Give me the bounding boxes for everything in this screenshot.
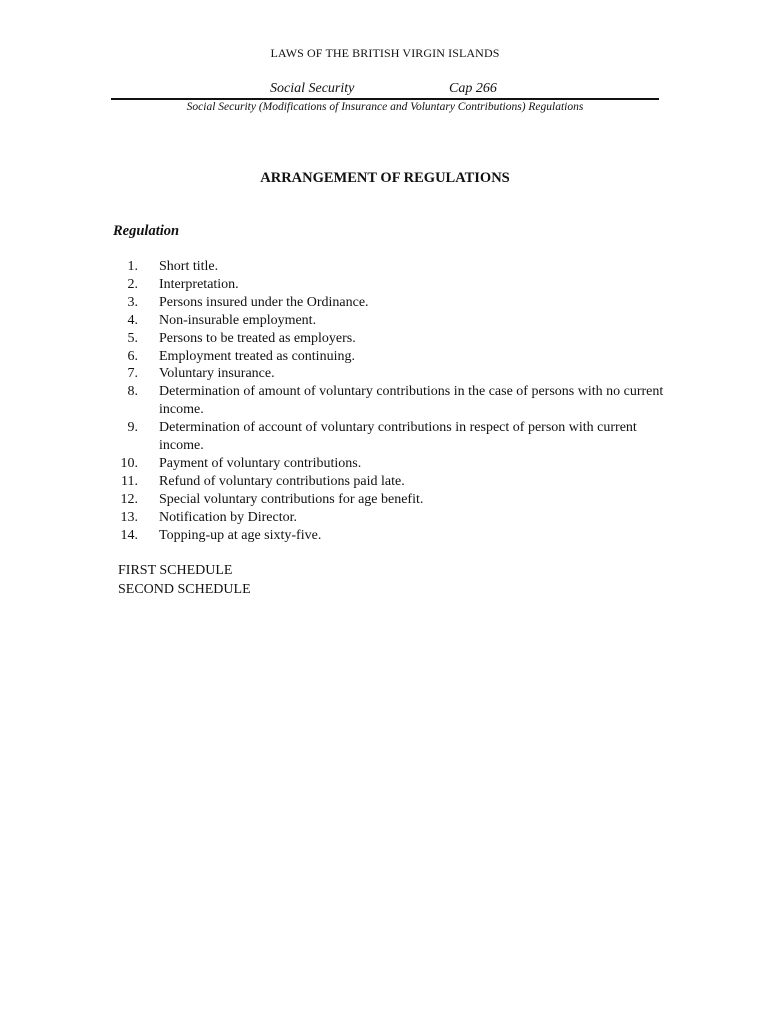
list-item [0,312,770,330]
list-item [0,491,770,509]
regulations-subtitle: Social Security (Modifications of Insurance and Voluntary Contributions) Regulations [186,101,584,113]
regulation-number: 11. [121,473,138,489]
regulation-title: Short title. [159,259,219,274]
regulation-title: Employment treated as continuing. [159,348,355,364]
regulation-title: Determination of amount of voluntary contributions in the case of persons with no current income. [159,384,664,418]
regulation-title: Persons insured under the Ordinance. [159,294,369,310]
list-item [0,509,770,527]
regulation-number: 9. [127,420,138,436]
schedule-list [118,561,251,599]
regulation-number: 5. [127,330,138,346]
list-item [0,383,770,419]
first-schedule: FIRST SCHEDULE [118,563,233,578]
regulation-number: 10. [120,455,138,471]
list-item [0,527,770,545]
regulation-title: Voluntary insurance. [159,366,275,382]
list-item [0,276,770,294]
subject-heading: Social Security [270,81,355,96]
regulation-number: 7. [127,366,138,382]
regulation-title: Refund of voluntary contributions paid late. [159,473,405,489]
list-item [0,455,770,473]
regulation-number: 12. [120,491,138,507]
regulation-number: 3. [127,294,138,310]
chapter-number: Cap 266 [449,81,497,96]
regulation-number: 2. [127,276,138,292]
list-item [0,330,770,348]
regulation-number: 6. [127,348,138,364]
law-collection-title: LAWS OF THE BRITISH VIRGIN ISLANDS [270,46,500,60]
regulation-number: 8. [127,384,138,400]
regulation-number: 1. [127,259,138,274]
regulation-title: Special voluntary contributions for age benefit. [159,491,424,507]
regulation-title: Topping-up at age sixty-five. [159,527,322,543]
regulation-list [0,258,770,545]
regulation-column-label: Regulation [113,223,180,239]
list-item [0,258,770,276]
list-item [0,365,770,383]
regulation-title: Determination of account of voluntary contributions in respect of person with current income. [159,420,637,454]
regulation-title: Persons to be treated as employers. [159,330,356,346]
regulation-title: Interpretation. [159,276,239,292]
regulation-title: Notification by Director. [159,509,298,525]
list-item [0,348,770,366]
header-rule [111,98,659,100]
list-item [0,419,770,455]
regulation-number: 13. [120,509,138,525]
regulation-number: 14. [120,527,138,543]
regulation-title: Payment of voluntary contributions. [159,455,362,471]
page-title: ARRANGEMENT OF REGULATIONS [260,170,510,186]
second-schedule: SECOND SCHEDULE [118,582,251,597]
list-item [0,294,770,312]
list-item [0,473,770,491]
regulation-number: 4. [127,312,138,328]
regulation-title: Non-insurable employment. [159,312,317,328]
